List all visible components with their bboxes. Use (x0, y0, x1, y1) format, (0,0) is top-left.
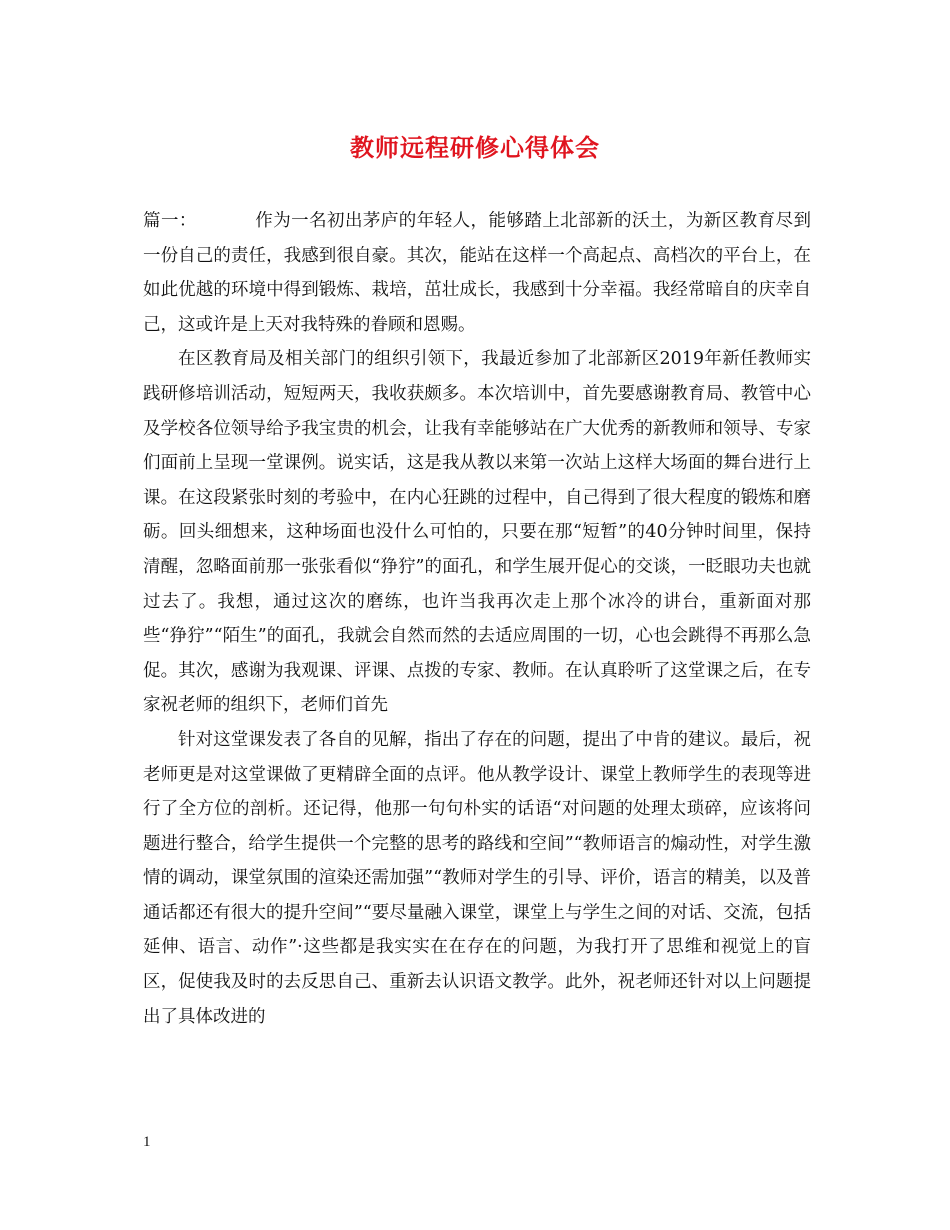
document-body (143, 204, 811, 1034)
document-title: 教师远程研修心得体会 (350, 133, 600, 162)
section-label: 篇一： (143, 211, 197, 231)
paragraph-3: 针对这堂课发表了各自的见解，指出了存在的问题，提出了中肯的建议。最后，祝老师更是对这堂课做了更精辟全面的点评。他从教学设计、课堂上教师学生的表现等进行了全方位的剖析。还记得，他那一句句朴实的话语“对问题的处理太琐碎，应该将问题进行整合，给学生提供一个完整的思考的路线和空间”“教师语言的煽动性，对学生激情的调动，课堂氛围的渲染还需加强”“教师对学生的引导、评价，语言的精美，以及普通话都还有很大的提升空间”“要尽量融入课堂，课堂上与学生之间的对话、交流，包括延伸、语言、动作”·这些都是我实实在在存在的问题，为我打开了思维和视觉上的盲区，促使我及时的去反思自己、重新去认识语文教学。此外，祝老师还针对以上问题提出了具体改进的 (143, 729, 811, 1027)
paragraph-2: 在区教育局及相关部门的组织引领下，我最近参加了北部新区2019年新任教师实践研修培训活动，短短两天，我收获颇多。本次培训中，首先要感谢教育局、教管中心及学校各位领导给予我宝贵的机会，让我有幸能够站在广大优秀的新教师和领导、专家们面前上呈现一堂课例。说实话，这是我从教以来第一次站上这样大场面的舞台进行上课。在这段紧张时刻的考验中，在内心狂跳的过程中，自己得到了很大程度的锻炼和磨砺。回头细想来，这种场面也没什么可怕的，只要在那“短暂”的40分钟时间里，保持清醒，忽略面前那一张张看似“狰狞”的面孔，和学生展开促心的交谈，一眨眼功夫也就过去了。我想，通过这次的磨练，也许当我再次走上那个冰冷的讲台，重新面对那些“狰狞”“陌生”的面孔，我就会自然而然的去适应周围的一切，心也会跳得不再那么急促。其次，感谢为我观课、评课、点拨的专家、教师。在认真聆听了这堂课之后，在专家祝老师的组织下，老师们首先 (143, 349, 811, 716)
paragraph-1 (143, 204, 811, 342)
page-number: 1 (143, 1134, 151, 1150)
paragraph-1-text: 作为一名初出茅庐的年轻人，能够踏上北部新的沃土，为新区教育尽到一份自己的责任，我感到很自豪。其次，能站在这样一个高起点、高档次的平台上，在如此优越的环境中得到锻炼、栽培，茁壮成长，我感到十分幸福。我经常暗自的庆幸自己，这或许是上天对我特殊的眷顾和恩赐。 (143, 211, 812, 335)
